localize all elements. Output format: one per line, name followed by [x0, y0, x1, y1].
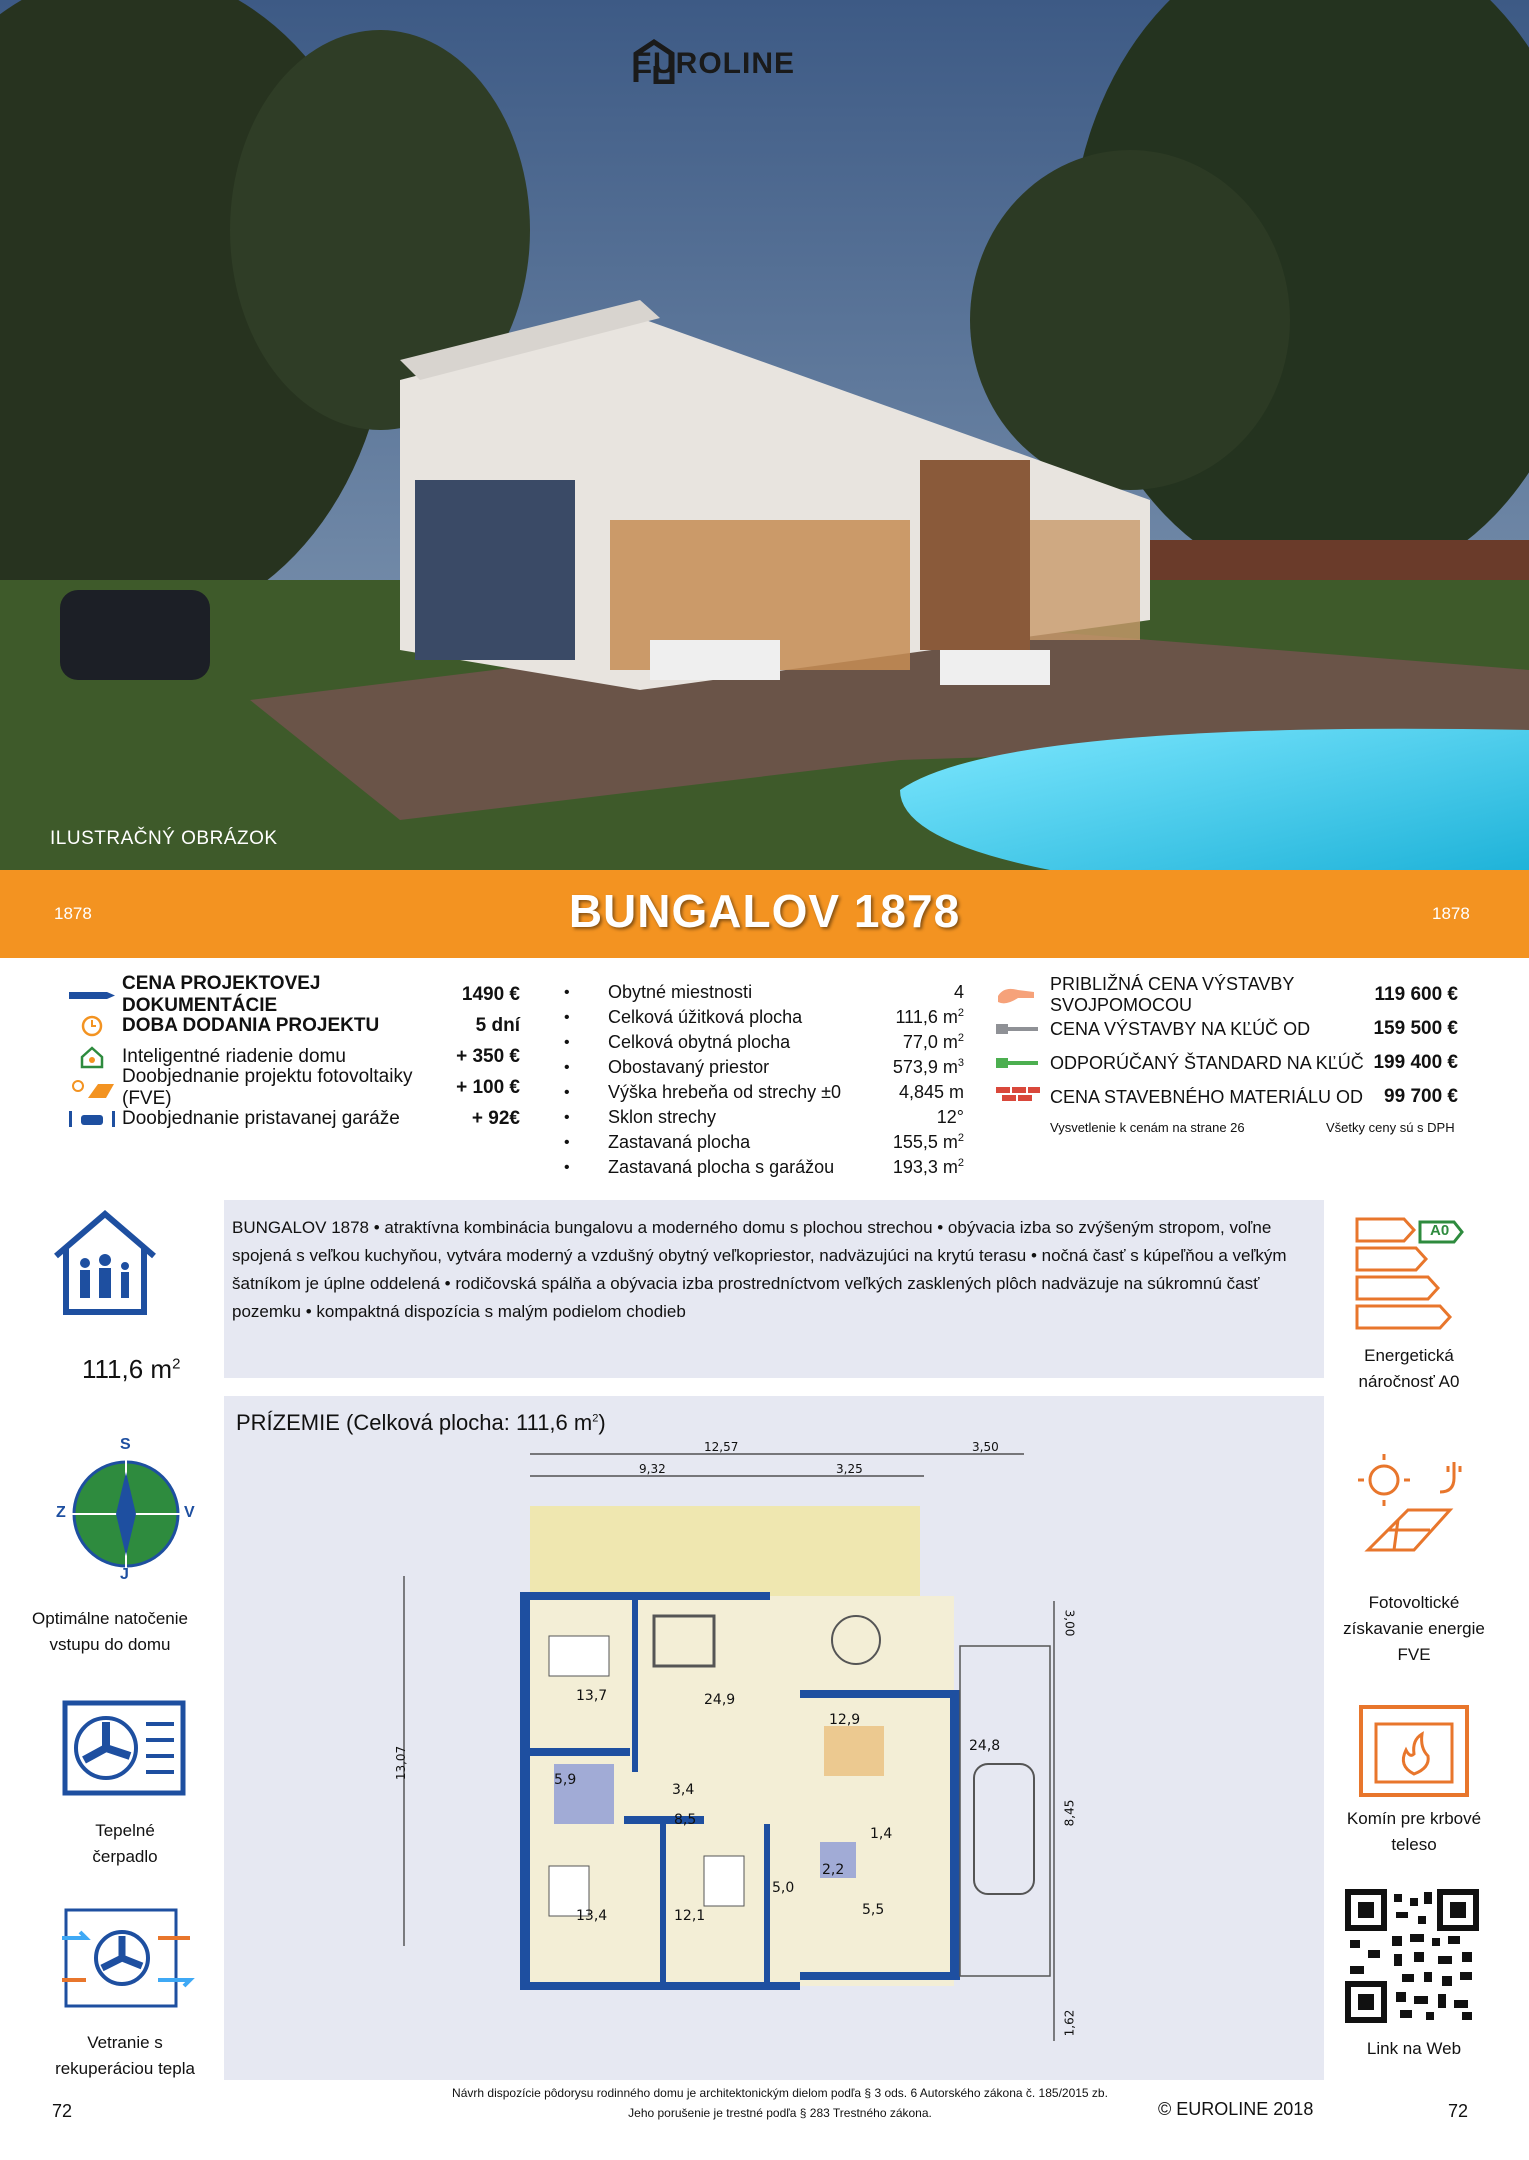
- description-text: BUNGALOV 1878 • atraktívna kombinácia bungalovu a moderného domu s plochou strechou • obývacia izba so zvýšeným stropom, voľne spojená s veľkou kuchyňou, vytvára moderný a vzdušný obytný veľkopriestor, nadväzujúci na krytú terasu • nočná časť s kúpeľňou a veľkým šatníkom je úplne oddelená • rodičovská spálňa a obývacia izba prostredníctvom veľkých zasklených plôch nadväzuje na súkromnú časť pozemku • kompaktná dispozícia s malým podielom chodieb: [232, 1218, 1287, 1321]
- recuperation-icon: [58, 1908, 198, 2008]
- dim-height: 13,07: [394, 1745, 409, 1781]
- compass-j: J: [120, 1566, 129, 1583]
- page-number-right: 72: [1448, 2101, 1469, 2121]
- param-row: • Sklon strechy 12°: [564, 1107, 964, 1127]
- bricks-icon: [996, 1084, 1050, 1110]
- energy-caption: Energetická náročnosť A0: [1358, 1346, 1460, 1391]
- price-row: PRIBLIŽNÁ CENA VÝSTAVBY SVOJPOMOCOU 119 600 €: [996, 980, 1458, 1010]
- house-logo-icon: [632, 38, 676, 84]
- brand-name: EUROLINE: [632, 47, 796, 80]
- floor-plan-panel: [224, 1396, 1324, 2080]
- dim-total-width: 12,57: [704, 1440, 739, 1454]
- compass-z: Z: [56, 1504, 66, 1521]
- price-row: ODPORÚČANÝ ŠTANDARD NA KĽÚČ 199 400 €: [996, 1048, 1458, 1078]
- heat-pump-icon: [62, 1700, 186, 1800]
- dim-garage-bottom: 1,62: [1062, 2009, 1077, 2037]
- room-area: 1,4: [870, 1826, 893, 1842]
- compass-v: V: [184, 1504, 195, 1521]
- dim-garage-top: 3,00: [1062, 1609, 1077, 1637]
- dim-garage-len: 8,45: [1062, 1799, 1077, 1827]
- room-area: 24,9: [704, 1692, 736, 1708]
- clock-icon: [62, 1013, 122, 1039]
- room-area: 13,4: [576, 1908, 608, 1924]
- room-area: 5,5: [862, 1902, 885, 1918]
- qr-code-icon[interactable]: [1344, 1888, 1480, 2024]
- page-number-left: 72: [52, 2101, 73, 2121]
- key-icon: [996, 1016, 1050, 1042]
- param-row: • Obostavaný priestor 573,9 $m^3$: [564, 1057, 964, 1077]
- project-info-row: Doobjednanie pristavanej garáže + 92€: [62, 1104, 520, 1134]
- room-area: 8,5: [674, 1812, 697, 1828]
- compass: [56, 1436, 196, 1586]
- copyright-note: Návrh dispozície pôdorysu rodinného domu je architektonickým dielom podľa § 3 ods. 6 Autorského zákona č. 185/2015 zb. Jeho porušenie je trestné podľa § 283 Trestného zákona.: [452, 2086, 1108, 2120]
- garage-car-icon: [62, 1106, 122, 1132]
- price-row: CENA VÝSTAVBY NA KĽÚČ OD 159 500 €: [996, 1014, 1458, 1044]
- room-area: 24,8: [969, 1738, 1001, 1754]
- recuperation-caption: Vetranie s rekuperáciou tepla: [55, 2033, 195, 2078]
- title-band: [0, 870, 1529, 958]
- solar-caption: Fotovoltické získavanie energie FVE: [1343, 1593, 1485, 1664]
- smart-home-icon: [62, 1044, 122, 1070]
- param-row: • Výška hrebeňa od strechy ±0 4,845 m: [564, 1082, 964, 1102]
- project-info-row: CENA PROJEKTOVEJ DOKUMENTÁCIE 1490 €: [62, 980, 520, 1010]
- illustration-caption: ILUSTRAČNÝ OBRÁZOK: [50, 828, 278, 849]
- price-note-right: Všetky ceny sú s DPH: [1326, 1120, 1455, 1135]
- dim-garage-width: 3,50: [972, 1440, 999, 1454]
- room-area: 12,9: [829, 1712, 861, 1728]
- compass-caption: Optimálne natočenie vstupu do domu: [32, 1609, 188, 1654]
- solar-roof-icon: [1354, 1452, 1478, 1554]
- param-row: • Obytné miestnosti 4: [564, 982, 964, 1002]
- hero-image: [0, 0, 1529, 870]
- family-house-icon: [50, 1208, 160, 1318]
- house-illustration: [0, 0, 1529, 870]
- price-note-left: Vysvetlenie k cenám na strane 26: [1050, 1120, 1245, 1135]
- energy-label-icon: [1354, 1216, 1464, 1336]
- room-area: 5,0: [772, 1880, 795, 1896]
- copyright: © EUROLINE 2018: [1158, 2099, 1314, 2119]
- fireplace-caption: Komín pre krbové teleso: [1346, 1809, 1482, 1854]
- plan-title: PRÍZEMIE (Celková plocha: 111,6 $m^2$): [236, 1410, 606, 1435]
- param-row: • Celková obytná plocha 77,0 $m^2$: [564, 1032, 964, 1052]
- param-row: • Celková úžitková plocha 111,6 $m^2$: [564, 1007, 964, 1027]
- room-area: 5,9: [554, 1772, 577, 1788]
- param-row: • Zastavaná plocha s garážou 193,3 $m^2$: [564, 1157, 964, 1177]
- project-info-row: Inteligentné riadenie domu + 350 €: [62, 1042, 520, 1072]
- dim-left-width: 9,32: [639, 1462, 666, 1476]
- solar-panel-icon: [62, 1075, 122, 1101]
- compass-icon: [56, 1442, 196, 1586]
- page-title: BUNGALOV 1878: [568, 885, 961, 937]
- price-row: CENA STAVEBNÉHO MATERIÁLU OD 99 700 €: [996, 1082, 1458, 1112]
- area-badge: 111,6 $m^2$: [82, 1354, 181, 1384]
- energy-class-badge: A0: [1430, 1222, 1450, 1239]
- room-area: 13,7: [576, 1688, 608, 1704]
- fireplace-icon: [1358, 1704, 1470, 1800]
- qr-caption: Link na Web: [1366, 2039, 1462, 2058]
- pencil-icon: [62, 982, 122, 1008]
- description-panel: [224, 1200, 1324, 1378]
- heat-pump-caption: Tepelné čerpadlo: [92, 1821, 158, 1866]
- dim-mid-width: 3,25: [836, 1462, 863, 1476]
- key-green-icon: [996, 1050, 1050, 1076]
- param-row: • Zastavaná plocha 155,5 $m^2$: [564, 1132, 964, 1152]
- floor-plan: [224, 1396, 1324, 2080]
- room-area: 2,2: [822, 1862, 845, 1878]
- compass-s: S: [120, 1436, 131, 1453]
- project-info-row: DOBA DODANIA PROJEKTU 5 dní: [62, 1011, 520, 1041]
- room-area: 3,4: [672, 1782, 695, 1798]
- project-code-left: 1878: [54, 904, 92, 923]
- euroline-logo: [632, 38, 795, 90]
- project-code-right: 1878: [1432, 904, 1470, 923]
- room-area: 12,1: [674, 1908, 706, 1924]
- hand-icon: [996, 982, 1050, 1008]
- project-info-row: Doobjednanie projektu fotovoltaiky (FVE) + 100 €: [62, 1073, 520, 1103]
